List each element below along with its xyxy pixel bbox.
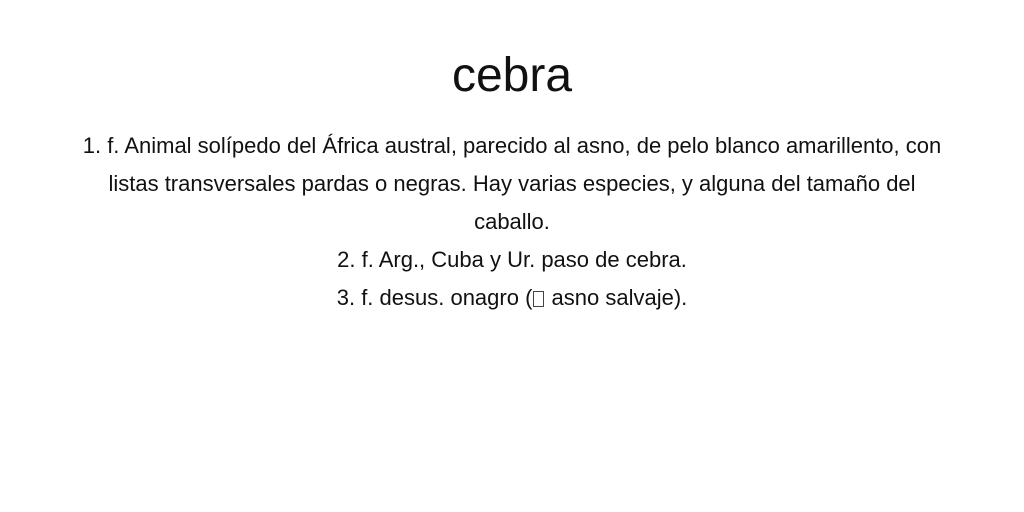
definition-suffix: asno salvaje). [545, 285, 688, 310]
entry-word: cebra [451, 49, 573, 102]
definition-item [70, 279, 954, 317]
definition-list [70, 127, 954, 317]
definition-text: 2. f. Arg., Cuba y Ur. paso de cebra. [337, 247, 687, 272]
definition-item [70, 241, 954, 279]
definition-prefix: 3. f. desus. onagro ( [336, 285, 533, 310]
missing-glyph-icon [533, 291, 544, 307]
definition-text: 1. f. Animal solípedo del África austral, parecido al asno, de pelo blanco amarillento, con listas transversales pardas o negras. Hay varias especies, y alguna del tamaño del caballo. [82, 133, 942, 234]
definition-item [70, 127, 954, 241]
